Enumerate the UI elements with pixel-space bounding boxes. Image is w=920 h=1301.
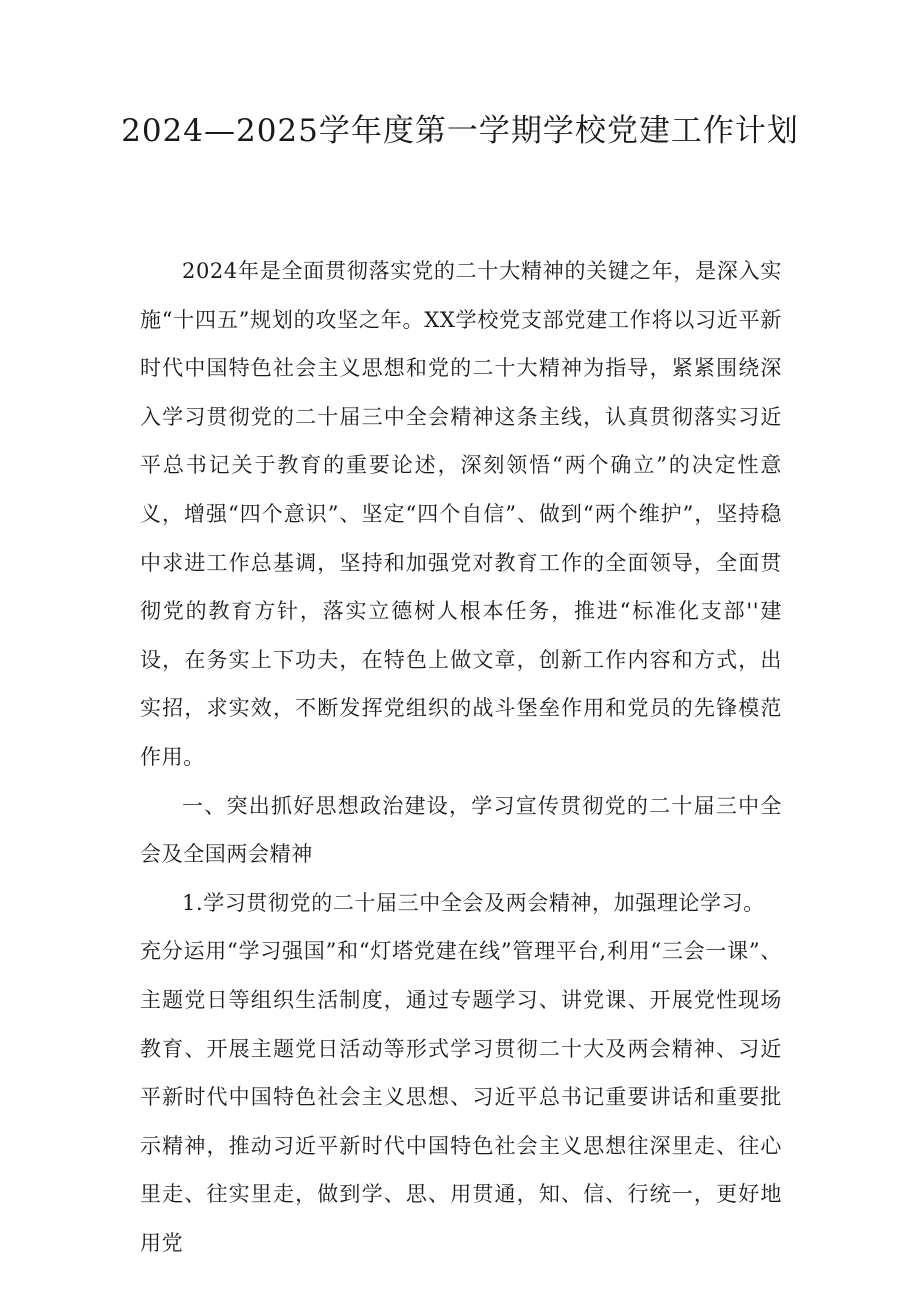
section-heading-1: 一、突出抓好思想政治建设，学习宣传贯彻党的二十届三中全会及全国两会精神 <box>140 793 782 867</box>
subsection-heading-1: 1.学习贯彻党的二十届三中全会及两会精神，加强理论学习。 <box>182 890 765 915</box>
document-body <box>140 247 782 1267</box>
document-title: 2024—2025学年度第一学期学校党建工作计划 <box>121 113 799 149</box>
intro-paragraph: 2024年是全面贯彻落实党的二十大精神的关键之年，是深入实施“十四五”规划的攻坚之年。XX学校党支部党建工作将以习近平新时代中国特色社会主义思想和党的二十大精神为指导，紧紧围绕深入学习贯彻党的二十届三中全会精神这条主线，认真贯彻落实习近平总书记关于教育的重要论述，深刻领悟“两个确立”的决定性意义，增强“四个意识”、坚定“四个自信”、做到“两个维护”，坚持稳中求进工作总基调，坚持和加强党对教育工作的全面领导，全面贯彻党的教育方针，落实立德树人根本任务，推进“标准化支部''建设，在务实上下功夫，在特色上做文章，创新工作内容和方式，出实招，求实效，不断发挥党组织的战斗堡垒作用和党员的先锋模范作用。 <box>140 259 782 769</box>
body-paragraph: 充分运用“学习强国”和“灯塔党建在线”管理平台,利用“三会一课”、主题党日等组织生活制度，通过专题学习、讲党课、开展党性现场教育、开展主题党日活动等形式学习贯彻二十大及两会精神、习近平新时代中国特色社会主义思想、习近平总书记重要讲话和重要批示精神，推动习近平新时代中国特色社会主义思想往深里走、往心里走、往实里走，做到学、思、用贯通，知、信、行统一，更好地用党 <box>140 939 782 1255</box>
